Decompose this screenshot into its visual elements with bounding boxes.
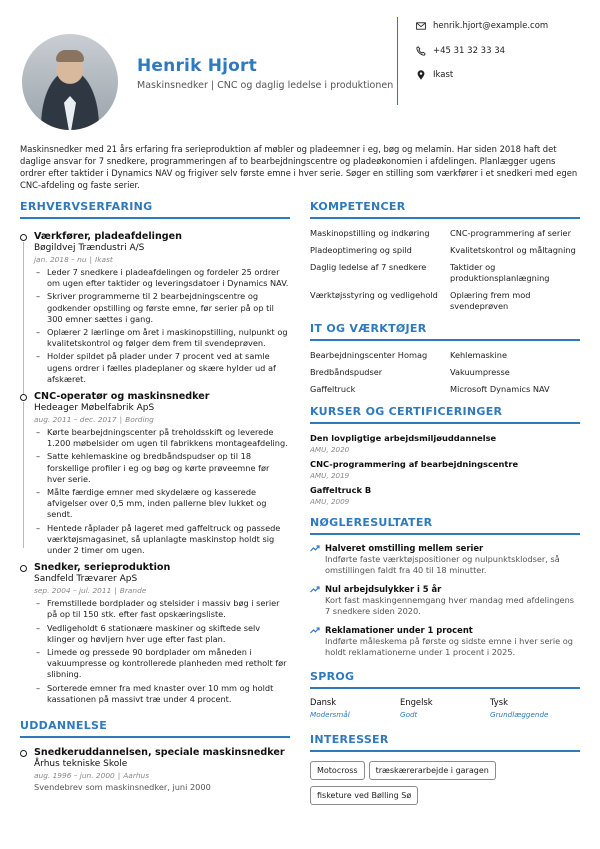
job-bullet: – Oplærer 2 lærlinge om året i maskinopstilling, nulpunkt og kvalitetskontrol og følger dem frem til svendeprøven. — [34, 327, 290, 349]
job-bullet: – Målte færdige emner med skydelære og kasserede afvigelser over 0,5 mm, inden pallerne blev lukket og sendt. — [34, 487, 290, 521]
job-entry — [20, 562, 290, 705]
job-bullets — [34, 427, 290, 556]
result-title: Halveret omstilling mellem serier — [325, 543, 484, 553]
interest-tags — [310, 761, 580, 811]
course-source: AMU, 2020 — [310, 445, 350, 454]
interests-heading: INTERESSER — [310, 733, 580, 752]
job-meta: sep. 2004 – jul. 2011 | Brande — [34, 586, 147, 596]
job-bullet: – Kørte bearbejdningscenter på treholdsskift og leverede 1.200 møbelsider om ugen til fabrikkens montageafdeling. — [34, 427, 290, 449]
job-bullet: – Hentede råplader på lageret med gaffeltruck og passede værktøjsmagasinet, så uplanlagte maskinstop holdt sig under 2 timer om ugen. — [34, 523, 290, 557]
job-location: Bording — [125, 415, 154, 425]
job-bullet: – Fremstillede bordplader og stelsider i massiv bøg i serier på op til 150 stk. efter fast opskæringsliste. — [34, 598, 290, 620]
job-dates: sep. 2004 – jul. 2011 — [34, 586, 112, 596]
tool-item: Vakuumpresse — [450, 367, 510, 377]
interest-tag: træskærerarbejde i garagen — [369, 761, 496, 780]
resume-header — [0, 0, 600, 135]
language-level: Modersmål — [310, 710, 350, 719]
result-title: Reklamationer under 1 procent — [325, 625, 473, 635]
tool-item: Bredbåndspudser — [310, 367, 383, 377]
tools-heading: IT OG VÆRKTØJER — [310, 322, 580, 341]
tool-item: Microsoft Dynamics NAV — [450, 384, 550, 394]
skill-item: Maskinopstilling og indkøring — [310, 228, 430, 238]
language-name: Engelsk — [400, 697, 433, 707]
education-entry — [20, 747, 290, 792]
interest-tag: fisketure ved Bølling Sø — [310, 786, 418, 805]
timeline-dot — [20, 234, 27, 241]
timeline-dot — [20, 750, 27, 757]
language-level: Godt — [400, 710, 418, 719]
result-item — [310, 584, 580, 617]
timeline-dot — [20, 565, 27, 572]
languages-heading: SPROG — [310, 670, 580, 689]
skill-item: CNC-programmering af serier — [450, 228, 571, 238]
course-source: AMU, 2009 — [310, 497, 350, 506]
result-item — [310, 625, 580, 658]
job-meta: aug. 2011 – dec. 2017 | Bording — [34, 415, 154, 425]
candidate-name: Henrik Hjort — [137, 56, 257, 76]
education-dates: aug. 1996 – jun. 2000 — [34, 771, 115, 781]
result-item — [310, 543, 580, 576]
course-title: CNC-programmering af bearbejdningscentre — [310, 459, 519, 469]
mail-icon — [416, 21, 426, 31]
contact-phone-text: +45 31 32 33 34 — [433, 45, 506, 56]
location-pin-icon — [416, 70, 426, 80]
job-company: Bøgildvej Trændustri A/S — [34, 243, 145, 253]
timeline-dot — [20, 394, 27, 401]
job-bullet: – Holder spildet på plader under 7 procent ved at samle ugens ordrer i fælles pladeplaner og skære hylder ud af afskæret. — [34, 351, 290, 385]
job-bullets — [34, 598, 290, 705]
skill-item: Daglig ledelse af 7 snedkere — [310, 262, 427, 272]
right-column — [310, 200, 580, 811]
result-description: Kort fast maskingennemgang hver mandag med afdelingens 7 snedkere siden 2020. — [325, 595, 575, 616]
job-bullets — [34, 267, 290, 385]
skill-item: Værktøjsstyring og vedligehold — [310, 290, 438, 300]
skill-item: Oplæring frem mod svendeprøven — [450, 290, 531, 311]
skills-grid — [310, 228, 580, 318]
contact-location — [416, 69, 548, 81]
experience-heading: ERHVERVSERFARING — [20, 200, 290, 219]
trend-up-icon — [310, 544, 320, 552]
contact-list — [416, 20, 548, 94]
education-meta: aug. 1996 – jun. 2000 | Aarhus — [34, 771, 150, 781]
courses-heading: KURSER OG CERTIFICERINGER — [310, 405, 580, 424]
job-title: CNC-operatør og maskinsnedker — [34, 391, 210, 403]
education-note: Svendebrev som maskinsnedker, juni 2000 — [34, 782, 211, 793]
skills-heading: KOMPETENCER — [310, 200, 580, 219]
tools-grid — [310, 350, 580, 401]
tool-item: Bearbejdningscenter Homag — [310, 350, 428, 360]
job-bullet: – Leder 7 snedkere i pladeafdelingen og fordeler 25 ordrer om ugen efter taktider og leveringsdatoer i Dynamics NAV. — [34, 267, 290, 289]
job-bullet: – Limede og pressede 90 bordplader om måneden i vakuumpresse og kontrollerede planheden med retholt før slibning. — [34, 647, 290, 681]
job-meta: jan. 2018 – nu | Ikast — [34, 255, 113, 264]
job-entry — [20, 231, 290, 385]
education-location: Aarhus — [123, 771, 150, 781]
language-level: Grundlæggende — [490, 710, 549, 719]
skill-item: Taktider og produktionsplanlægning — [450, 262, 550, 283]
language-name: Dansk — [310, 697, 337, 707]
education-school: Århus tekniske Skole — [34, 759, 128, 770]
contact-phone[interactable] — [416, 45, 548, 57]
result-description: Indførte faste værktøjspositioner og nulpunktsklodser, så omstillingen faldt fra 40 til 18 minutter. — [325, 554, 560, 575]
left-column — [20, 200, 290, 792]
timeline-line — [23, 402, 24, 548]
job-location: Brande — [119, 586, 147, 596]
trend-up-icon — [310, 585, 320, 593]
job-company: Hedeager Møbelfabrik ApS — [34, 403, 155, 414]
tool-item: Kehlemaskine — [450, 350, 508, 360]
language-list — [310, 697, 580, 719]
job-dates: aug. 2011 – dec. 2017 — [34, 415, 117, 425]
header-divider — [397, 17, 398, 105]
skill-item: Pladeoptimering og spild — [310, 245, 412, 255]
job-company: Sandfeld Trævarer ApS — [34, 574, 138, 585]
course-title: Gaffeltruck B — [310, 485, 372, 495]
trend-up-icon — [310, 626, 320, 634]
phone-icon — [416, 46, 426, 56]
course-list — [310, 433, 580, 506]
job-dates: jan. 2018 – nu — [34, 255, 87, 264]
job-location: Ikast — [95, 255, 113, 264]
contact-email-text: henrik.hjort@example.com — [433, 21, 549, 31]
contact-email[interactable] — [416, 20, 548, 32]
language-item — [310, 697, 400, 719]
interest-tag: Motocross — [310, 761, 365, 780]
course-source: AMU, 2019 — [310, 471, 350, 480]
contact-location-text: Ikast — [433, 70, 454, 80]
result-title: Nul arbejdsulykker i 5 år — [325, 584, 442, 594]
tool-item: Gaffeltruck — [310, 384, 356, 394]
job-title: Værkfører, pladeafdelingen — [34, 231, 183, 242]
results-heading: NØGLERESULTATER — [310, 516, 580, 535]
timeline-line — [23, 242, 24, 398]
result-description: Indførte måleskema på første og sidste emne i hver serie og holdt reklamationerne under 1 procent i 2025. — [325, 636, 573, 657]
job-bullet: – Sorterede emner fra med knaster over 10 mm og holdt kassationen på massivt træ under 4 procent. — [34, 683, 290, 705]
candidate-headline: Maskinsnedker | CNC og daglig ledelse i produktionen — [137, 80, 394, 91]
language-name: Tysk — [490, 697, 508, 707]
profile-photo — [22, 34, 118, 130]
profile-summary: Maskinsnedker med 21 års erfaring fra serieproduktion af møbler og pladeemner i eg, bøg og melamin. Har siden 2018 haft det daglige ansvar for 7 snedkere, programmeringen af to bearbejdningscentre og pladeøkonomien i afdelingen. Planlægger ugens ordrer efter taktider i Dynamics NAV og frigiver selv første emne i hver serie. Søger en stilling som værkfører i et snedkeri med egen CNC-afdeling og faste serier. — [20, 144, 578, 190]
job-bullet: – Skriver programmerne til 2 bearbejdningscentre og godkender opstilling og første emne, før serier på op til 300 emner sættes i gang. — [34, 291, 290, 325]
job-title: Snedker, serieproduktion — [34, 562, 171, 574]
skill-item: Kvalitetskontrol og måltagning — [450, 245, 576, 255]
job-bullet: – Vedligeholdt 6 stationære maskiner og skiftede selv klinger og høvljern hver uge efter fast plan. — [34, 623, 290, 645]
education-heading: UDDANNELSE — [20, 719, 290, 738]
language-item — [400, 697, 490, 719]
course-title: Den lovpligtige arbejdsmiljøuddannelse — [310, 433, 497, 443]
education-title: Snedkeruddannelsen, speciale maskinsnedker — [34, 747, 285, 759]
job-bullet: – Satte kehlemaskine og bredbåndspudser op til 18 forskellige profiler i eg og bøg og kørte prøveemne før hver serie. — [34, 451, 290, 485]
job-entry — [20, 391, 290, 556]
language-item — [490, 697, 580, 719]
